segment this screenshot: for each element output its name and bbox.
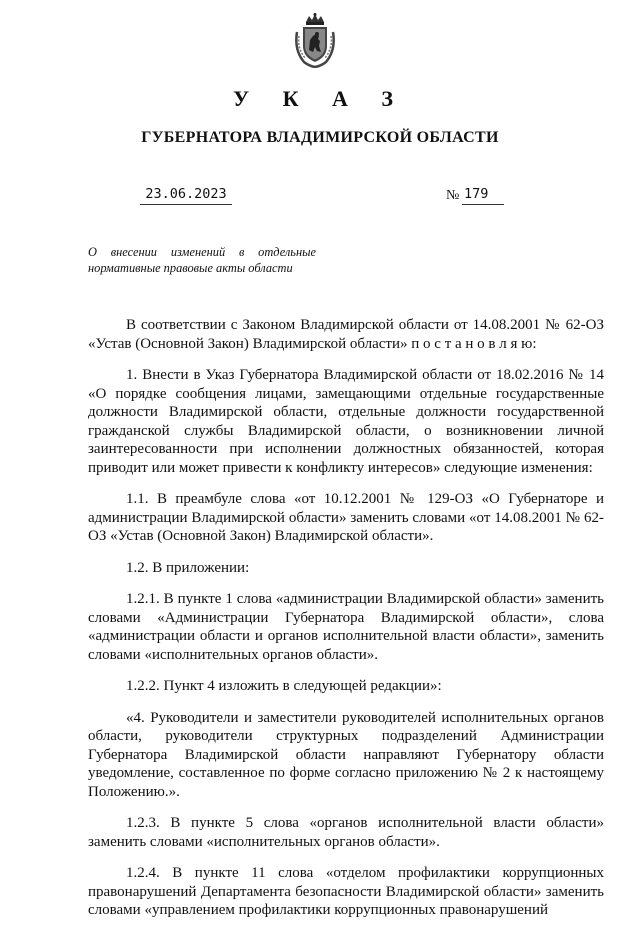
document-number: 179	[462, 186, 504, 205]
paragraph-1-1: 1.1. В преамбуле слова «от 10.12.2001 № 129-ОЗ «О Губернаторе и администрации Владимирской области» заменить словами «от 14.08.2001 № 62-ОЗ «Устав (Основной Закон) Владимирской области».	[88, 491, 604, 544]
document-subject: О внесении изменений в отдельные нормативные правовые акты области	[88, 245, 316, 275]
paragraph-preamble: В соответствии с Законом Владимирской области от 14.08.2001 № 62-ОЗ «Устав (Основной Закон) Владимирской области» п о с т а н о в л я ю:	[88, 317, 604, 352]
issuer-title: ГУБЕРНАТОРА ВЛАДИМИРСКОЙ ОБЛАСТИ	[141, 129, 499, 146]
paragraph-1-2-4: 1.2.4. В пункте 11 слова «отделом профилактики коррупционных правонарушений Департамента безопасности Владимирской области» заменить словами «управлением профилактики коррупционных правонарушений	[88, 865, 604, 918]
document-date: 23.06.2023	[140, 186, 232, 205]
paragraph-1-2-2: 1.2.2. Пункт 4 изложить в следующей редакции»:	[126, 678, 442, 694]
document-body	[88, 316, 604, 933]
document-type-title: У К А З	[232, 86, 408, 111]
coat-of-arms-icon	[292, 12, 338, 68]
paragraph-1-2: 1.2. В приложении:	[126, 559, 250, 576]
paragraph-point-4: «4. Руководители и заместители руководителей исполнительных органов области, руководители структурных подразделений Администрации Губернатора Владимирской области направляют Губернатору области уведомление, составленное по форме согласно приложению № 2 к настоящему Положению.».	[88, 709, 604, 800]
paragraph-1-2-1: 1.2.1. В пункте 1 слова «администрации Владимирской области» заменить словами «Администрации Губернатора Владимирской области», слова «администрации области и органов исполнительной власти области», заменить словами «исполнительных органов области».	[88, 591, 604, 663]
paragraph-1-2-3: 1.2.3. В пункте 5 слова «органов исполнительной власти области» заменить словами «исполнительных органов области».	[88, 815, 604, 850]
number-label: №	[446, 188, 460, 203]
paragraph-1: 1. Внести в Указ Губернатора Владимирской области от 18.02.2016 № 14 «О порядке сообщения лицами, замещающими отдельные государственные должности Владимирской области, отдельные должности государственной гражданской службы Владимирской области, о возникновении личной заинтересованности при исполнении должностных обязанностей, которая приводит или может привести к конфликту интересов» следующие изменения:	[88, 367, 604, 476]
